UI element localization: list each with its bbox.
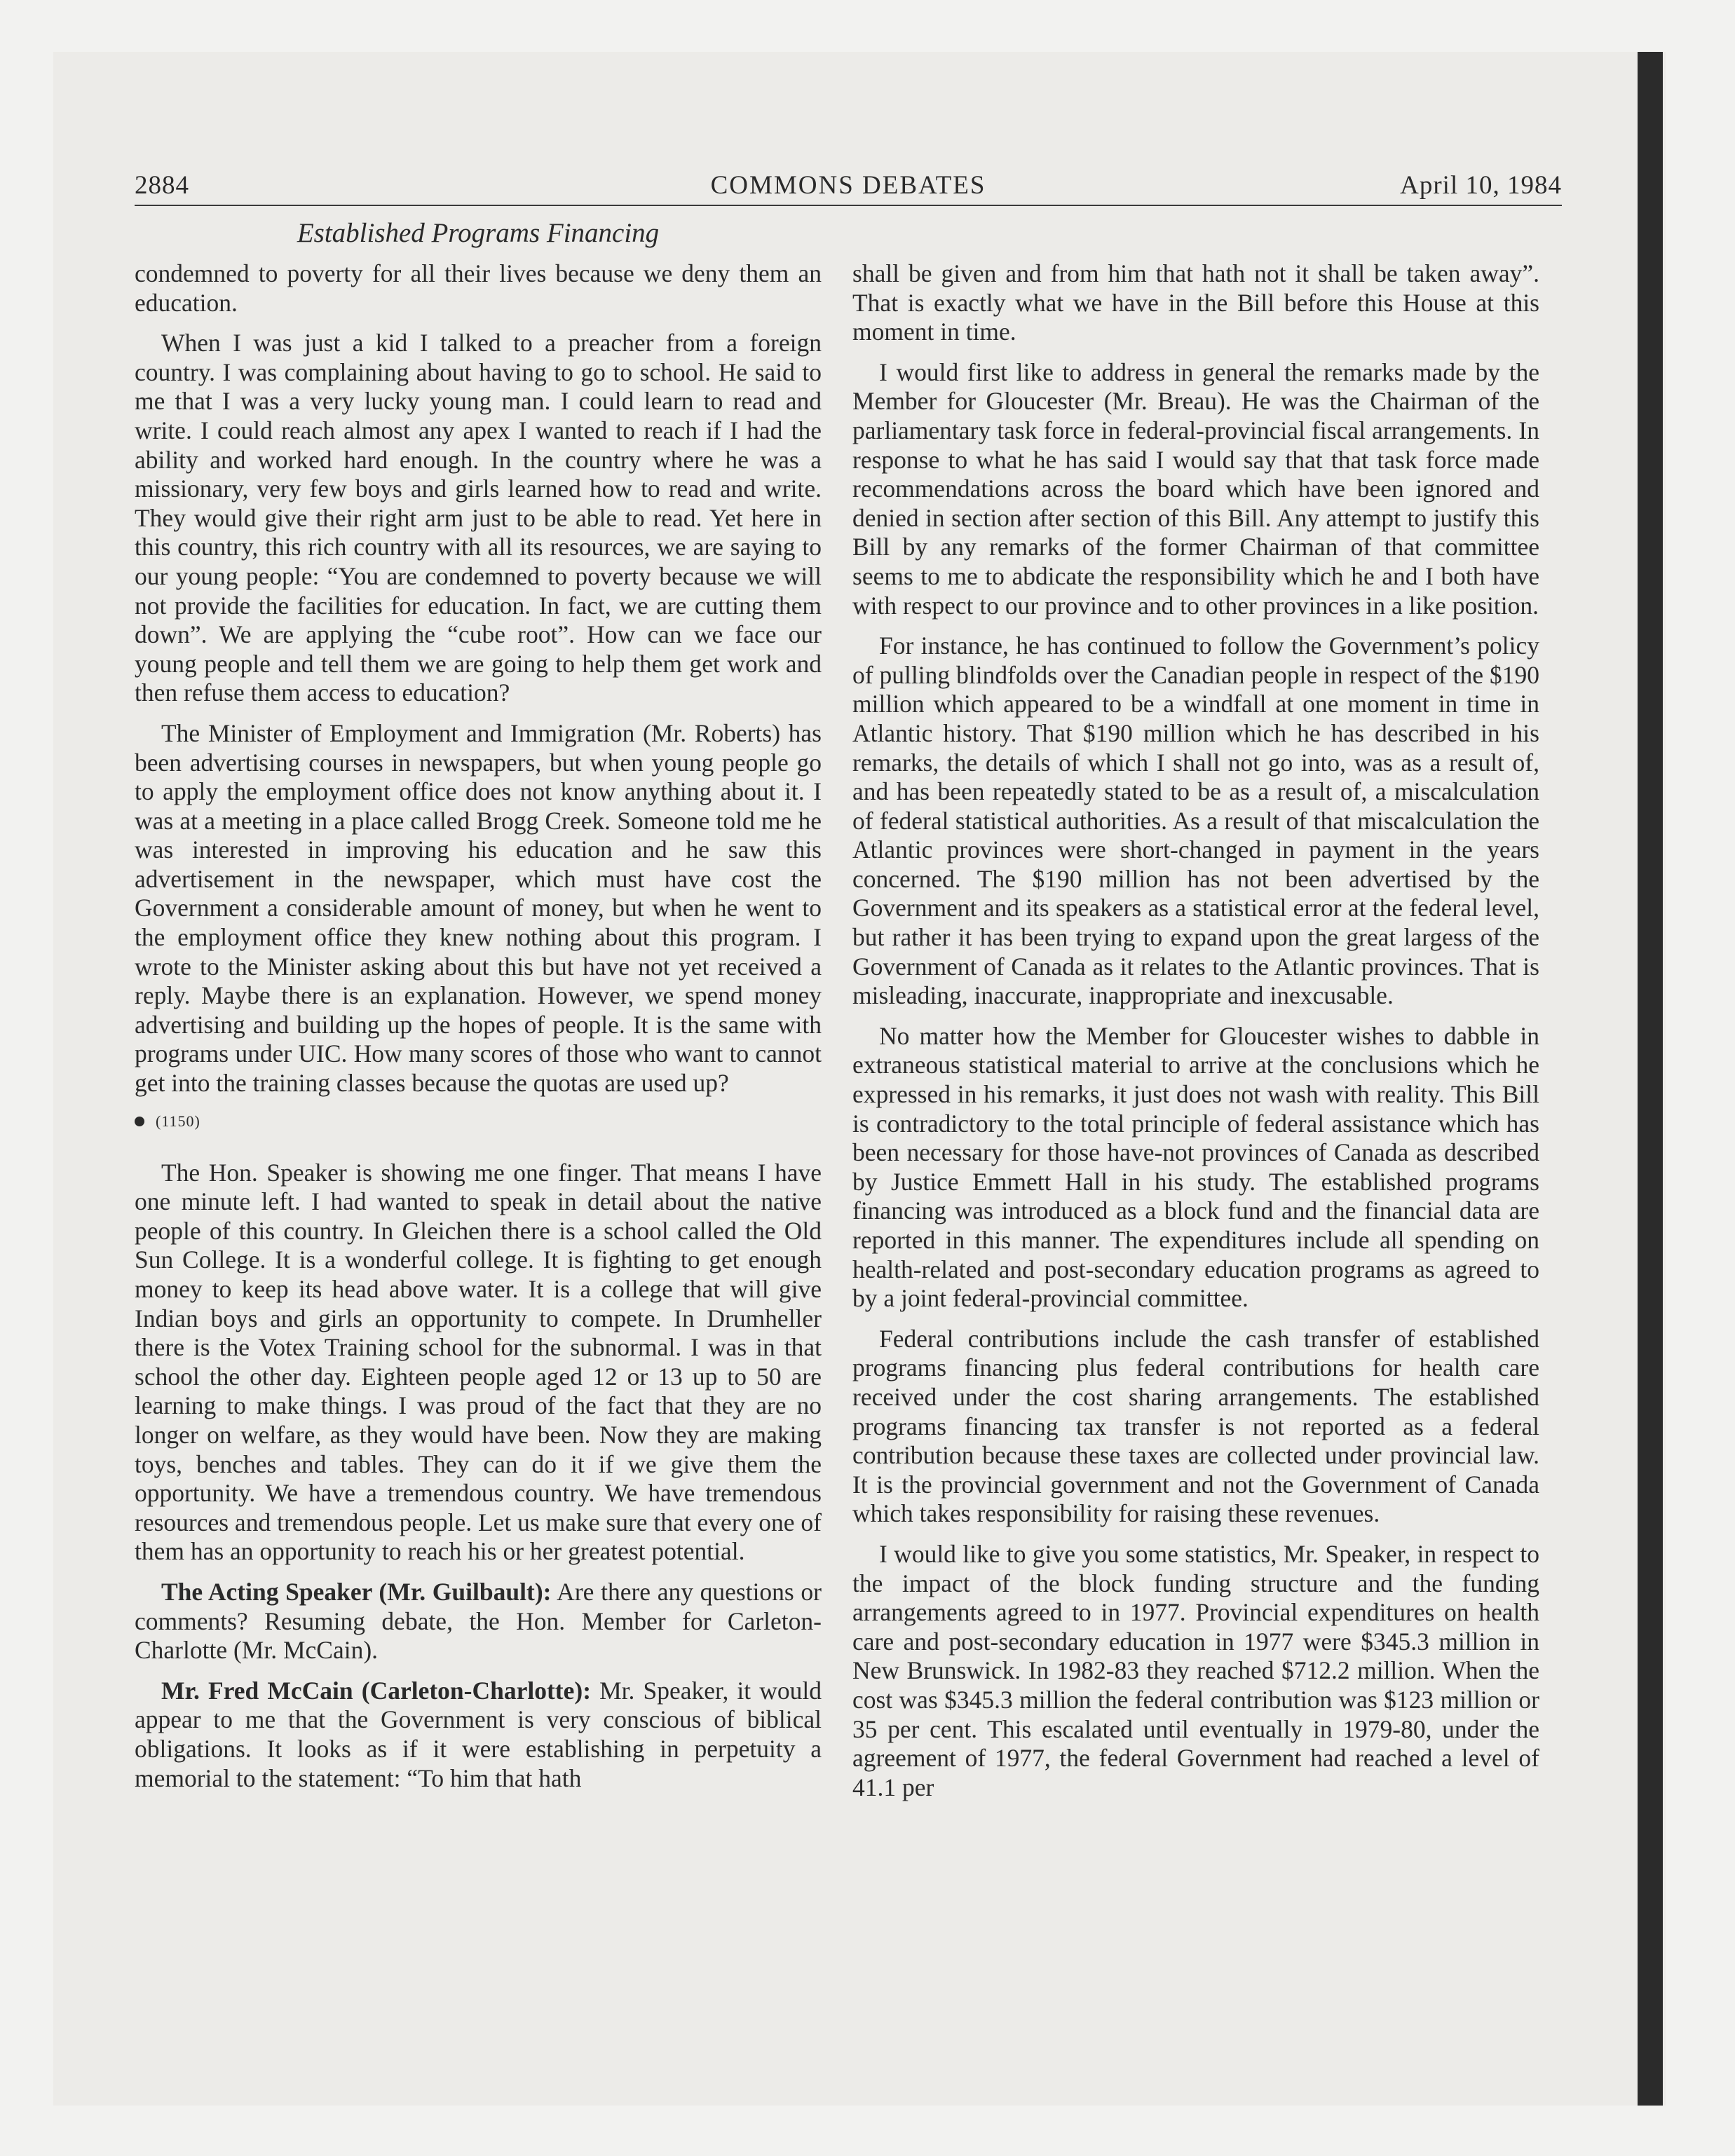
paragraph: I would like to give you some statistics, Mr. Speaker, in respect to the impact of the block funding structure and the funding arrangements agreed to in 1977. Provincial expenditures on health care and post-secondary education in 1977 were $345.3 million in New Brunswick. In 1982-83 they reached $712.2 million. When the cost was $345.3 million the federal contribution was $123 million or 35 per cent. This escalated until eventually in 1979-80, under the agreement of 1977, the federal Government had reached a level of 41.1 per [852, 1539, 1539, 1801]
page-edge-shadow [1638, 52, 1663, 2106]
paragraph: condemned to poverty for all their lives because we deny them an education. [135, 259, 822, 317]
speaker-paragraph [135, 1677, 822, 1793]
paragraph: For instance, he has continued to follow the Government’s policy of pulling blindfolds over the Canadian people in respect of the $190 million which appeared to be a windfall at one moment in time in Atlantic history. That $190 million which he has described in his remarks, the details of which I shall not go into, was as a result of, and has been repeatedly stated to be as a result of, a miscalculation of federal statistical authorities. As a result of that miscalculation the Atlantic provinces were short-changed in payment in the years concerned. The $190 million has not been advertised by the Government and its speakers as a statistical error at the federal level, but rather it has been trying to expand upon the great largess of the Government of Canada as it relates to the Atlantic provinces. That is misleading, inaccurate, inappropriate and inexcusable. [852, 632, 1539, 1010]
paragraph: When I was just a kid I talked to a preacher from a foreign country. I was complaining about having to go to school. He said to me that I was a very lucky young man. I could learn to read and write. I could reach almost any apex I wanted to reach if I had the ability and worked hard enough. In the country where he was a missionary, very few boys and girls learned how to read and write. They would give their right arm just to be able to read. Yet here in this country, this rich country with all its resources, we are saying to our young people: “You are condemned to poverty because we will not provide the facilities for education. In fact, we are cutting them down”. We are applying the “cube root”. How can we face our young people and tell them we are going to help them get work and then refuse them access to education? [135, 329, 822, 707]
speaker-name: Mr. Fred McCain (Carleton-Charlotte): [161, 1676, 592, 1705]
paragraph: shall be given and from him that hath not it shall be taken away”. That is exactly what we have in the Bill before this House at this moment in time. [852, 259, 1539, 346]
paragraph: I would first like to address in general the remarks made by the Member for Gloucester (Mr. Breau). He was the Chairman of the parliamentary task force in federal-provincial fiscal arrangements. In response to what he has said I would say that that task force made recommendations across the board which have been ignored and denied in section after section of this Bill. Any attempt to justify this Bill by any remarks of the former Chairman of that committee seems to me to abdicate the responsibility which he and I both have with respect to our province and to other provinces in a like position. [852, 357, 1539, 620]
speech-text: Are there any questions or comments? Resuming debate, the Hon. Member for Carleton-Charlotte (Mr. McCain). [135, 1577, 822, 1665]
section-title: Established Programs Financing [297, 218, 660, 248]
paragraph: The Minister of Employment and Immigration (Mr. Roberts) has been advertising courses in newspapers, but when young people go to apply the employment office does not know anything about it. I was at a meeting in a place called Brogg Creek. Someone told me he was interested in improving his education and he saw this advertisement in the newspaper, which must have cost the Government a considerable amount of money, but when he went to the employment office they knew nothing about this program. I wrote to the Minister asking about this but have not yet received a reply. Maybe there is an explanation. However, we spend money advertising and building up the hopes of people. It is the same with programs under UIC. How many scores of those who want to cannot get into the training classes because the quotas are used up? [135, 718, 822, 1098]
speech-text: Mr. Speaker, it would appear to me that the Government is very conscious of biblical obligations. It looks as if it were establishing in perpetuity a memorial to the statement: “To him that hath [135, 1676, 822, 1792]
paragraph: The Hon. Speaker is showing me one finger. That means I have one minute left. I had wanted to speak in detail about the native people of this country. In Gleichen there is a school called the Old Sun College. It is a wonderful college. It is fighting to get enough money to keep its head above water. It is a college that will give Indian boys and girls an opportunity to compete. In Drumheller there is the Votex Training school for the subnormal. I was in that school the other day. Eighteen people aged 12 or 13 up to 50 are learning to make things. I was proud of the fact that they are no longer on welfare, as they would have been. Now they are making toys, benches and tables. They can do it if we give them the opportunity. We have a tremendous country. We have tremendous resources and tremendous people. Let us make sure that every one of them has an opportunity to reach his or her greatest potential. [135, 1158, 822, 1566]
paragraph: Federal contributions include the cash transfer of established programs financing plus federal contributions for health care received under the cost sharing arrangements. The established programs financing tax transfer is not reported as a federal contribution because these taxes are collected under provincial law. It is the provincial government and not the Government of Canada which takes responsibility for raising these revenues. [852, 1324, 1539, 1528]
right-column [852, 259, 1539, 1813]
left-column [135, 259, 822, 1804]
time-marker-text: (1150) [156, 1112, 200, 1130]
speaker-paragraph [135, 1578, 822, 1665]
time-marker [135, 1111, 822, 1132]
page-number: 2884 [135, 171, 189, 200]
publication-date: April 10, 1984 [1400, 171, 1562, 200]
paragraph: No matter how the Member for Gloucester wishes to dabble in extraneous statistical material to arrive at the conclusions which he expressed in his remarks, it just does not wash with reality. This Bill is contradictory to the total principle of federal assistance which has been necessary for those have-not provinces of Canada as described by Justice Emmett Hall in his study. The established programs financing was introduced as a block fund and the financial data are reported in this manner. The expenditures include all spending on health-related and post-secondary education programs as agreed to by a joint federal-provincial committee. [852, 1021, 1539, 1313]
running-header [135, 165, 1562, 206]
publication-title: COMMONS DEBATES [710, 171, 986, 200]
speaker-name: The Acting Speaker (Mr. Guilbault): [161, 1577, 552, 1606]
bullet-icon [135, 1117, 144, 1126]
